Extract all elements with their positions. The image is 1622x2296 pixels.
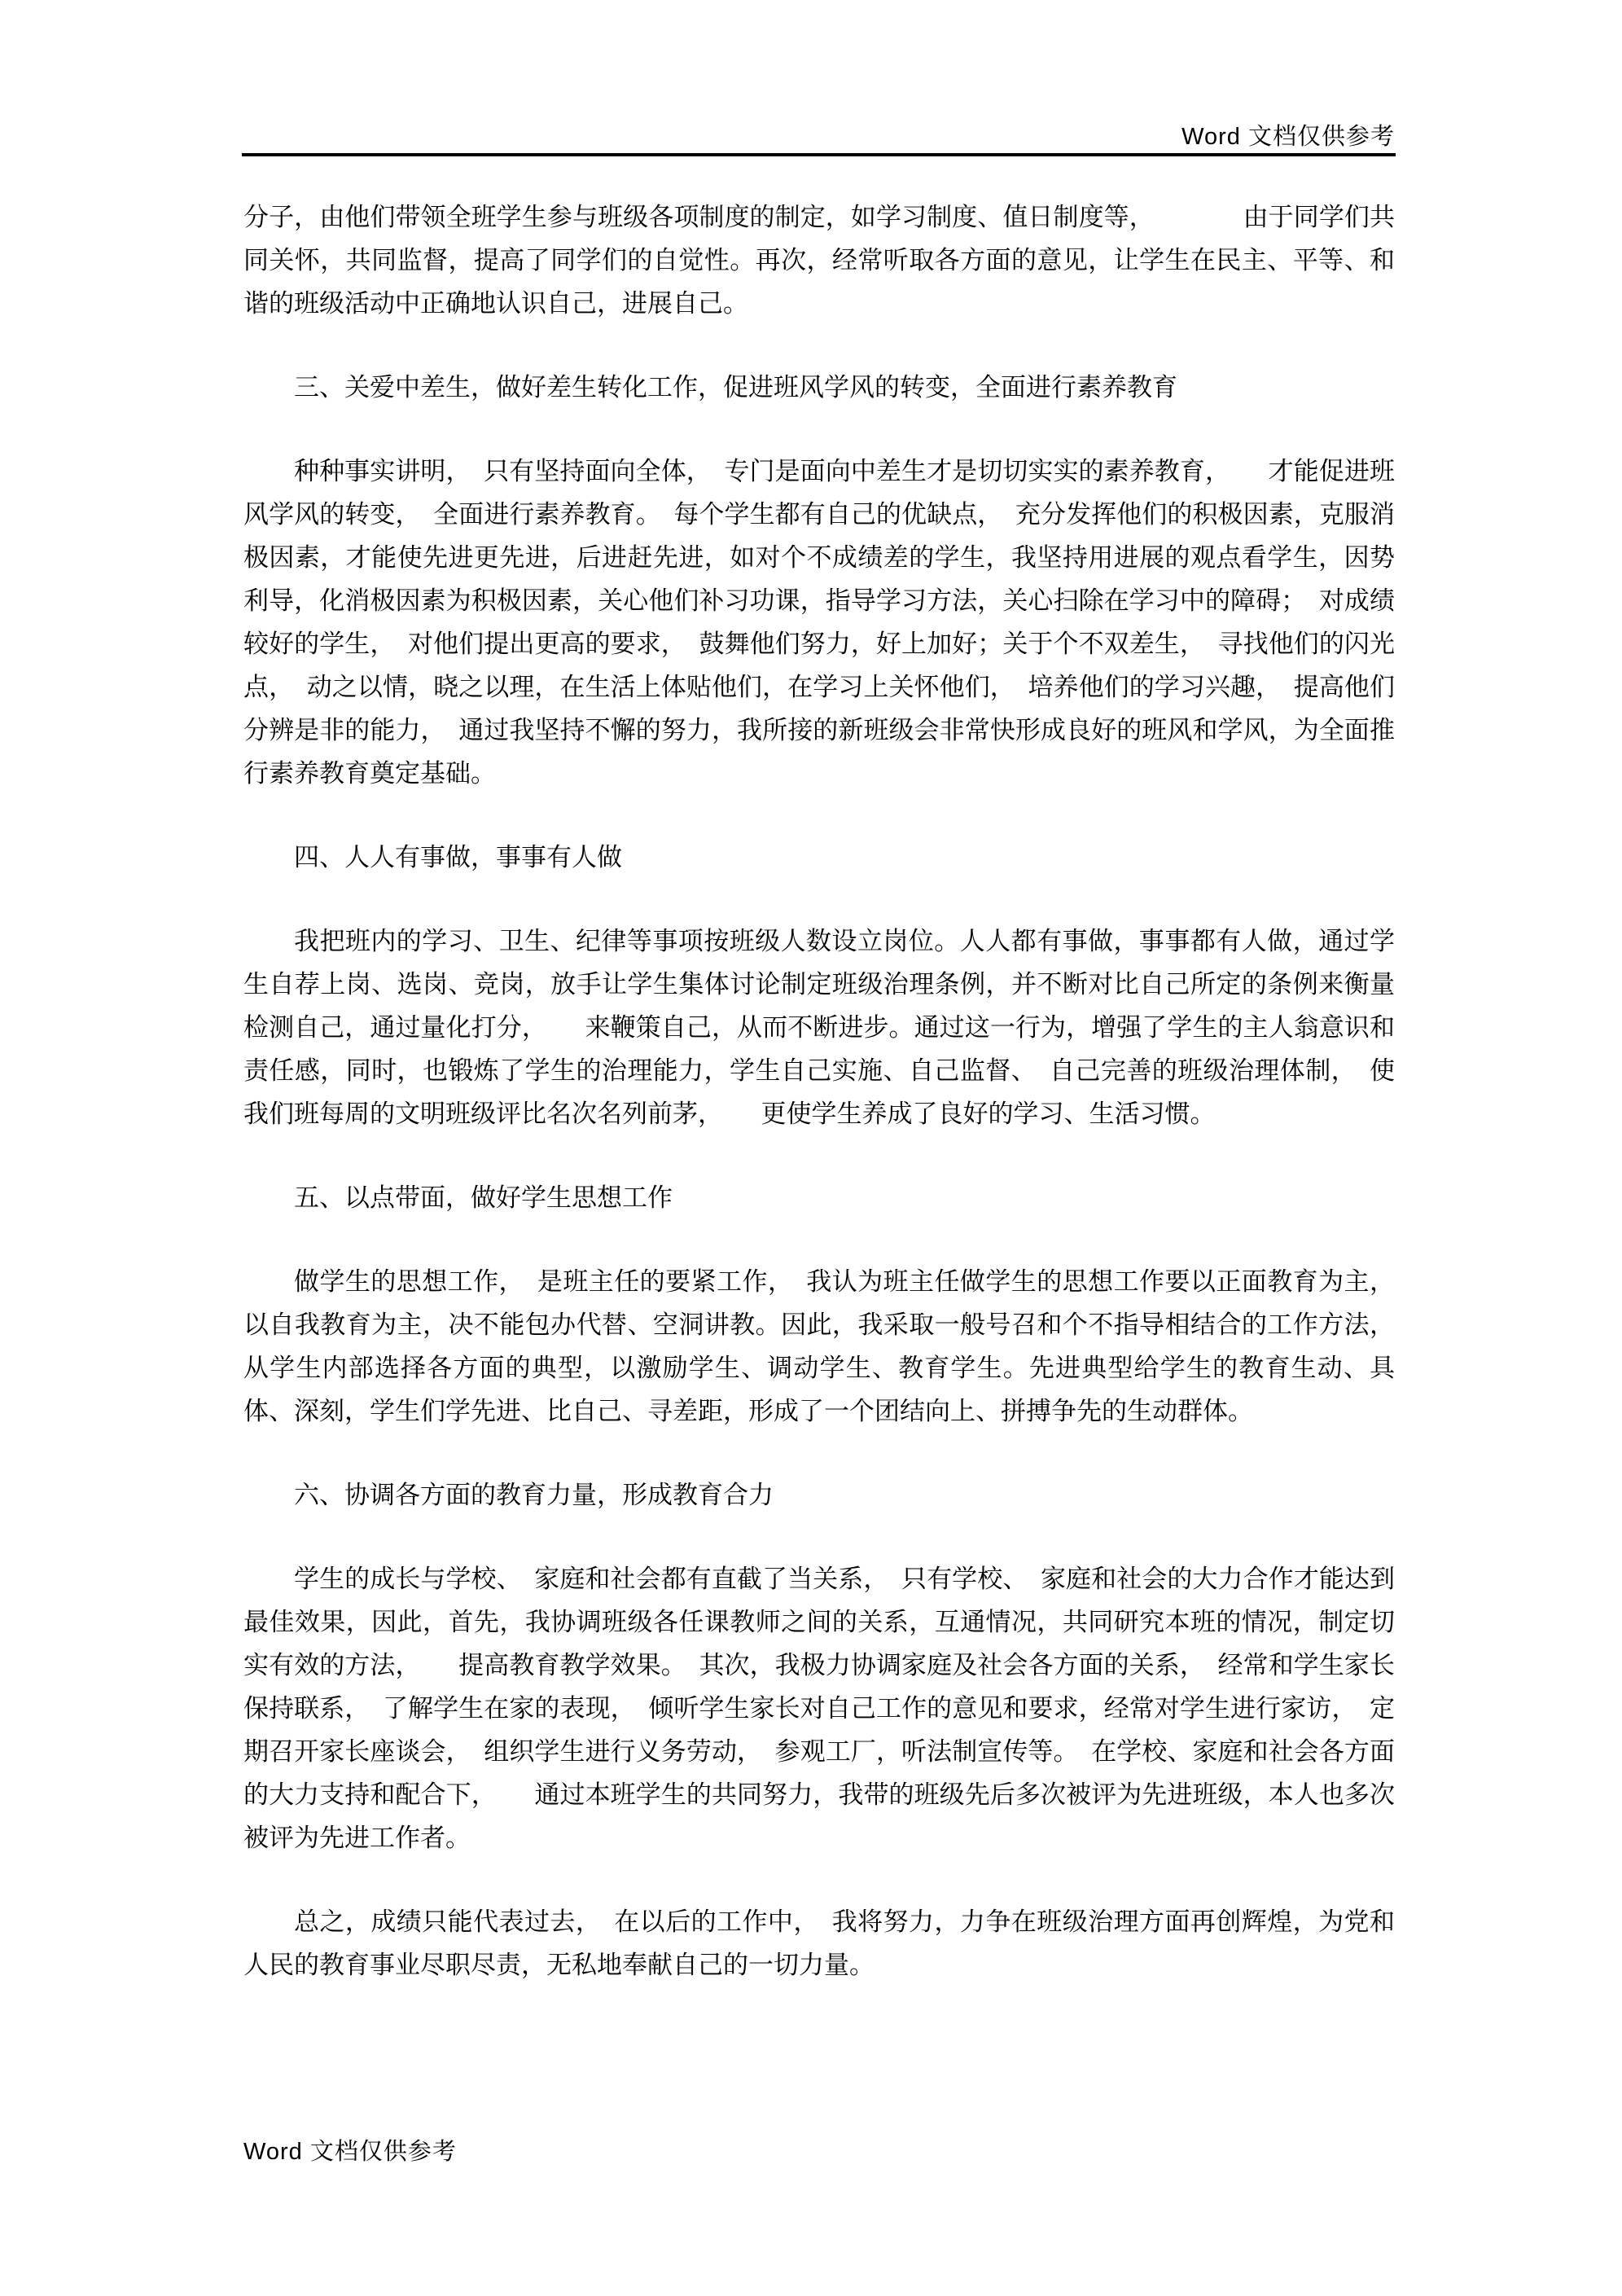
header-watermark: Word 文档仅供参考 [1181,124,1395,150]
paragraph-section-three: 种种事实讲明， 只有坚持面向全体， 专门是面向中差生才是切切实实的素养教育， 才能促进班风学风的转变， 全面进行素养教育。 每个学生都有自己的优缺点， 充分发挥他们的积极因素，克服消极因素，才能使先进更先进，后进赶先进，如对个不成绩差的学生，我坚持用进展的观点看学生，因势利导，化消极因素为积极因素，关心他们补习功课，指导学习方法，关心扫除在学习中的障碍； 对成绩较好的学生， 对他们提出更高的要求， 鼓舞他们努力，好上加好；关于个不双差生， 寻找他们的闪光点， 动之以情，晓之以理，在生活上体贴他们，在学习上关怀他们， 培养他们的学习兴趣， 提高他们分辨是非的能力， 通过我坚持不懈的努力，我所接的新班级会非常快形成良好的班风和学风，为全面推行素养教育奠定基础。 [243,457,1395,788]
section-heading-four: 四、人人有事做，事事有人做 [294,843,622,871]
paragraph-conclusion: 总之，成绩只能代表过去， 在以后的工作中， 我将努力，力争在班级治理方面再创辉煌，为党和人民的教育事业尽职尽责，无私地奉献自己的一切力量。 [243,1907,1395,1979]
section-heading-three: 三、关爱中差生，做好差生转化工作，促进班风学风的转变，全面进行素养教育 [294,373,1177,402]
paragraph-continuation: 分子，由他们带领全班学生参与班级各项制度的制定，如学习制度、值日制度等， 由于同学们共同关怀，共同监督，提高了同学们的自觉性。再次，经常听取各方面的意见，让学生在民主、平等、和谐的班级活动中正确地认识自己，进展自己。 [243,203,1395,318]
paragraph-section-four: 我把班内的学习、卫生、纪律等事项按班级人数设立岗位。人人都有事做，事事都有人做，通过学生自荐上岗、选岗、竞岗，放手让学生集体讨论制定班级治理条例，并不断对比自己所定的条例来衡量检测自己，通过量化打分， 来鞭策自己，从而不断进步。通过这一行为，增强了学生的主人翁意识和责任感，同时，也锻炼了学生的治理能力，学生自己实施、自己监督、 自己完善的班级治理体制， 使我们班每周的文明班级评比名次名列前茅， 更使学生养成了良好的学习、生活习惯。 [243,927,1395,1128]
section-heading-five: 五、以点带面，做好学生思想工作 [294,1183,673,1212]
paragraph-section-six: 学生的成长与学校、 家庭和社会都有直截了当关系， 只有学校、 家庭和社会的大力合作才能达到最佳效果，因此，首先，我协调班级各任课教师之间的关系，互通情况，共同研究本班的情况，制定切实有效的方法， 提高教育教学效果。 其次，我极力协调家庭及社会各方面的关系， 经常和学生家长保持联系， 了解学生在家的表现， 倾听学生家长对自己工作的意见和要求，经常对学生进行家访， 定期召开家长座谈会， 组织学生进行义务劳动， 参观工厂，听法制宣传等。 在学校、家庭和社会各方面的大力支持和配合下， 通过本班学生的共同努力，我带的班级先后多次被评为先进班级，本人也多次被评为先进工作者。 [243,1565,1395,1852]
document-body [243,195,1395,1987]
header-rule [242,153,1396,156]
footer-watermark: Word 文档仅供参考 [243,2139,457,2165]
paragraph-section-five: 做学生的思想工作， 是班主任的要紧工作， 我认为班主任做学生的思想工作要以正面教育为主，以自我教育为主，决不能包办代替、空洞讲教。因此，我采取一般号召和个不指导相结合的工作方法，从学生内部选择各方面的典型，以激励学生、调动学生、教育学生。先进典型给学生的教育生动、具体、深刻，学生们学先进、比自己、寻差距，形成了一个团结向上、拼搏争先的生动群体。 [243,1267,1395,1425]
section-heading-six: 六、协调各方面的教育力量，形成教育合力 [294,1481,774,1509]
